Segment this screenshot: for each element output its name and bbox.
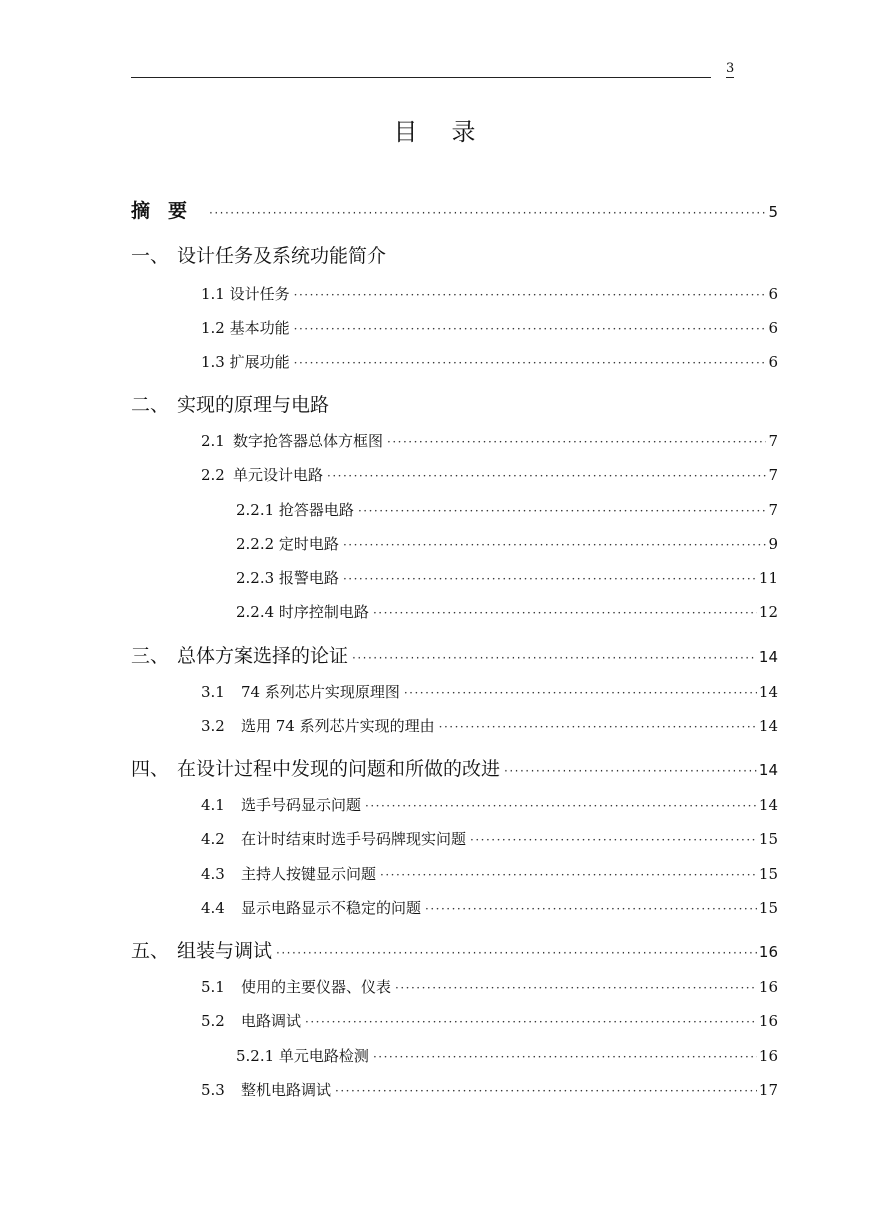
toc-entry-label: 选手号码显示问题 [241,796,362,814]
toc-leader [327,469,766,483]
page-number: 3 [726,61,735,76]
toc-entry-2-2[interactable] [201,464,778,485]
toc-entry-number: 4.1 [201,796,225,814]
toc-entry-1-1[interactable] [201,283,778,304]
toc-entry-number: 四、 [131,758,170,780]
toc-entry-2-2-3[interactable] [236,567,778,588]
toc-entry-2-1[interactable] [201,430,778,451]
toc-leader [373,606,757,620]
toc-entry-2-2-1[interactable] [236,499,778,520]
toc-entry-2-2-2[interactable] [236,533,778,554]
toc-entry-3-2[interactable] [201,715,778,736]
toc-leader [504,764,757,778]
toc-entry-label: 设计任务及系统功能简介 [177,245,387,267]
toc-entry-label: 1.3 扩展功能 [201,353,290,371]
toc-entry-page: 12 [758,603,778,621]
toc-entry-ch4[interactable] [131,754,778,781]
toc-entry-number: 3.1 [201,683,225,701]
toc-entry-number: 5.2 [201,1012,225,1030]
toc-leader [380,868,757,882]
toc-entry-page: 6 [768,285,778,303]
toc-leader [335,1084,757,1098]
toc-entry-5-1[interactable] [201,976,778,997]
toc-entry-number: 4.4 [201,899,225,917]
toc-entry-label: 1.1 设计任务 [201,285,290,303]
toc-entry-page: 7 [768,501,778,519]
toc-leader [294,356,767,370]
toc-entry-number: 4.3 [201,865,225,883]
toc-entry-4-4[interactable] [201,897,778,918]
toc-entry-number: 五、 [131,940,170,962]
toc-leader [209,206,766,220]
toc-leader [395,981,757,995]
toc-entry-label: 2.2.4 时序控制电路 [236,603,369,621]
toc-entry-number: 4.2 [201,830,225,848]
toc-entry-number: 三、 [131,645,170,667]
toc-entry-ch5[interactable] [131,936,778,963]
toc-entry-abstract[interactable] [131,196,778,223]
toc-entry-page: 5 [768,203,778,221]
toc-entry-5-2[interactable] [201,1010,778,1031]
toc-entry-page: 14 [758,717,778,735]
toc-leader [305,1015,757,1029]
toc-entry-number: 5.3 [201,1081,225,1099]
toc-entry-5-3[interactable] [201,1079,778,1100]
toc-entry-page: 14 [758,761,778,779]
toc-entry-page: 9 [768,535,778,553]
toc-entry-page: 16 [758,1012,778,1030]
toc-entry-label: 使用的主要仪器、仪表 [241,978,392,996]
toc-entry-page: 14 [758,683,778,701]
toc-entry-label: 2.2.1 抢答器电路 [236,501,354,519]
toc-entry-page: 15 [758,830,778,848]
toc-entry-number: 5.1 [201,978,225,996]
toc-entry-ch1[interactable] [131,241,778,268]
toc-leader [352,651,757,665]
toc-entry-ch2[interactable] [131,390,778,417]
toc-entry-page: 17 [758,1081,778,1099]
toc-entry-label: 1.2 基本功能 [201,319,290,337]
toc-entry-page: 16 [758,978,778,996]
toc-entry-label: 在计时结束时选手号码牌现实问题 [241,830,467,848]
toc-entry-1-3[interactable] [201,351,778,372]
header-rule [131,77,711,78]
toc-entry-number: 二、 [131,394,170,416]
toc-entry-label: 显示电路显示不稳定的问题 [241,899,422,917]
toc-entry-number: 2.1 [201,432,225,450]
toc-leader [387,435,766,449]
toc-entry-number: 3.2 [201,717,225,735]
toc-leader [343,572,757,586]
toc-entry-label: 组装与调试 [177,940,273,962]
toc-leader [294,322,767,336]
toc-leader [470,833,757,847]
toc-entry-label: 单元设计电路 [233,466,324,484]
toc-leader [358,504,767,518]
toc-entry-label: 选用 74 系列芯片实现的理由 [241,717,435,735]
page-title: 目录 [393,118,510,146]
toc-entry-5-2-1[interactable] [236,1045,778,1066]
toc-entry-4-3[interactable] [201,863,778,884]
toc-entry-ch3[interactable] [131,641,778,668]
toc-leader [294,288,767,302]
toc-entry-2-2-4[interactable] [236,601,778,622]
toc-entry-page: 15 [758,865,778,883]
toc-entry-1-2[interactable] [201,317,778,338]
toc-entry-page: 14 [758,796,778,814]
toc-entry-label: 2.2.2 定时电路 [236,535,339,553]
toc-entry-page: 16 [758,1047,778,1065]
toc-entry-label: 主持人按键显示问题 [241,865,377,883]
toc-leader [276,946,757,960]
toc-entry-label: 摘要 [131,200,206,222]
toc-entry-page: 7 [768,432,778,450]
toc-entry-page: 14 [758,648,778,666]
toc-entry-label: 2.2.3 报警电路 [236,569,339,587]
toc-leader [404,686,757,700]
toc-entry-number: 一、 [131,245,170,267]
toc-leader [425,902,757,916]
toc-entry-label: 电路调试 [241,1012,302,1030]
toc-entry-page: 16 [758,943,778,961]
toc-entry-label: 整机电路调试 [241,1081,332,1099]
toc-entry-label: 74 系列芯片实现原理图 [241,683,400,701]
toc-entry-page: 6 [768,353,778,371]
toc-entry-label: 数字抢答器总体方框图 [233,432,384,450]
toc-entry-number: 2.2 [201,466,225,484]
toc-entry-page: 6 [768,319,778,337]
toc-entry-page: 15 [758,899,778,917]
toc-entry-page: 7 [768,466,778,484]
toc-entry-4-2[interactable] [201,828,778,849]
toc-entry-page: 11 [758,569,778,587]
toc-leader [343,538,767,552]
toc-leader [365,799,757,813]
toc-entry-label: 5.2.1 单元电路检测 [236,1047,369,1065]
toc-entry-label: 总体方案选择的论证 [177,645,349,667]
toc-entry-label: 在设计过程中发现的问题和所做的改进 [177,758,501,780]
toc-leader [373,1050,757,1064]
toc-entry-4-1[interactable] [201,794,778,815]
toc-entry-3-1[interactable] [201,681,778,702]
toc-leader [439,720,757,734]
toc-entry-label: 实现的原理与电路 [177,394,330,416]
